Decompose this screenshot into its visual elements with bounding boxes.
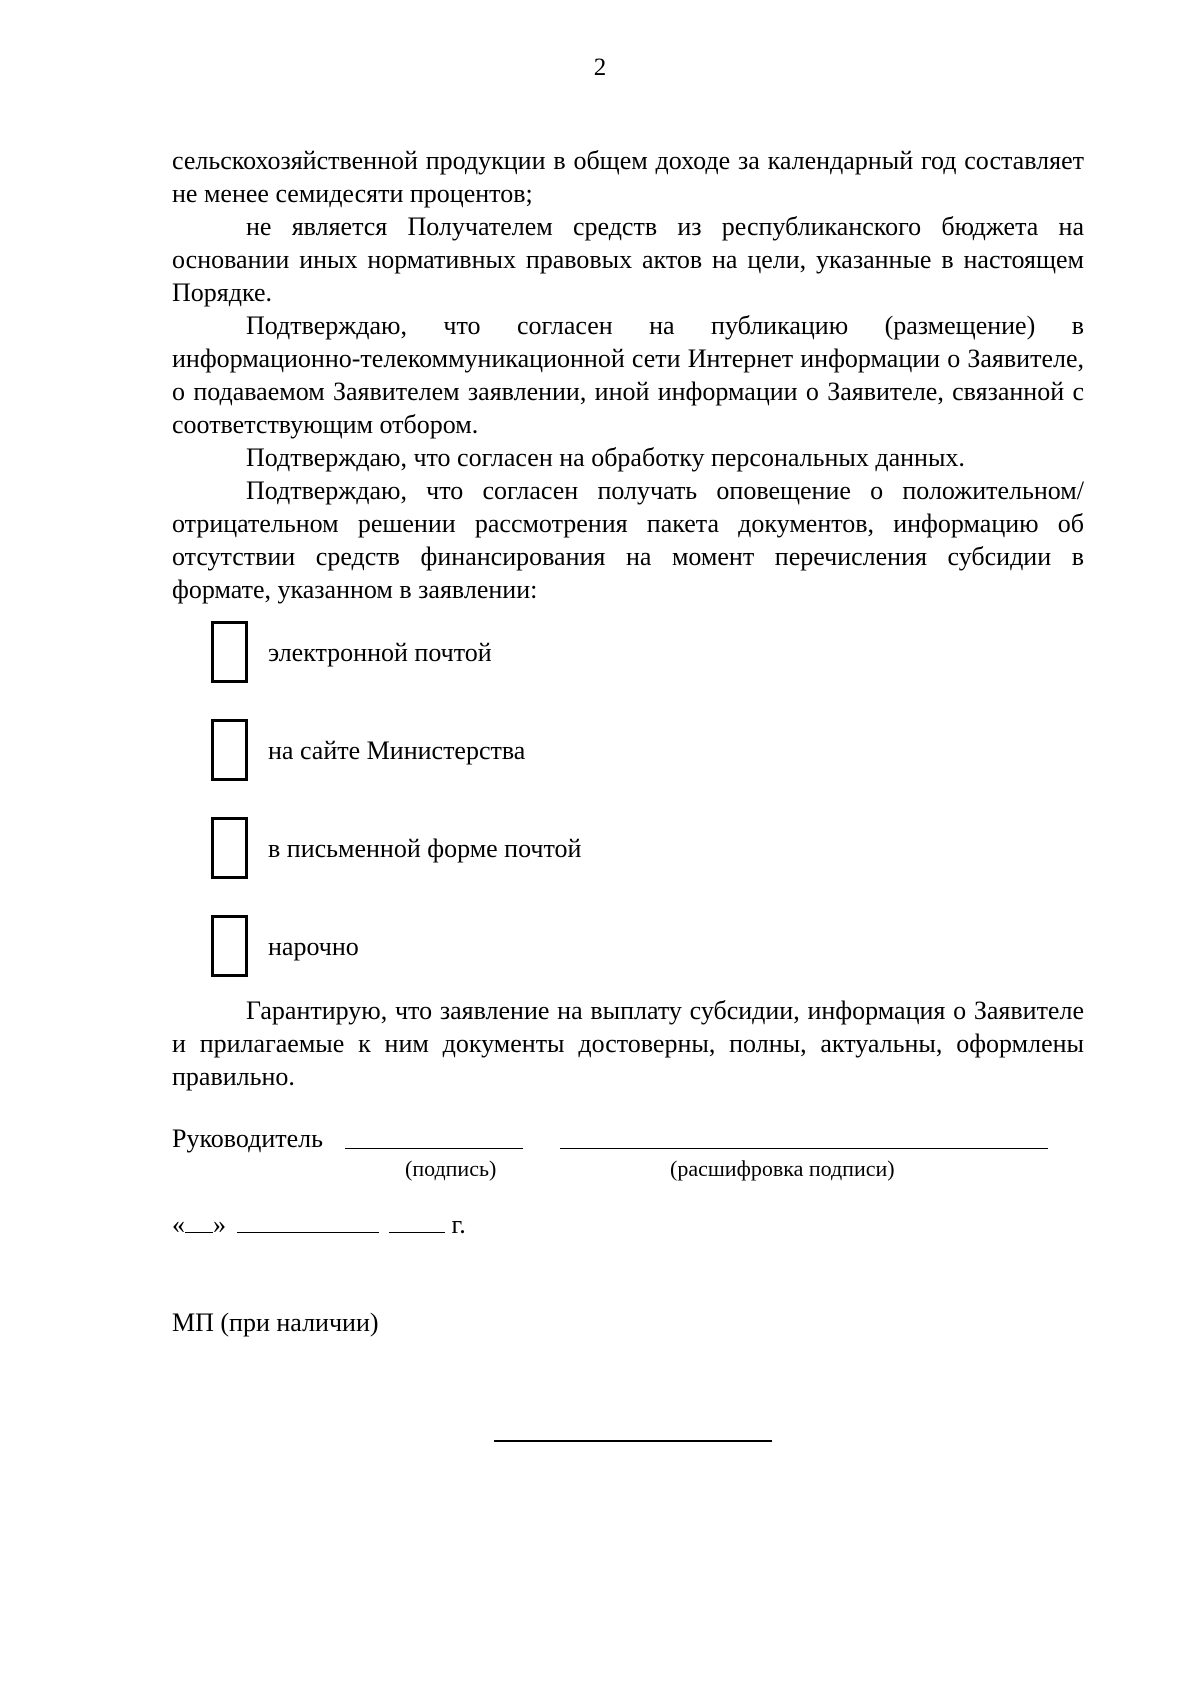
date-month-blank[interactable] (237, 1212, 379, 1233)
date-day-blank[interactable] (185, 1212, 213, 1233)
checkbox-ministry-site[interactable] (211, 719, 248, 781)
page-number: 2 (593, 54, 607, 81)
signature-line[interactable] (345, 1148, 523, 1149)
guarantee-paragraph: Гарантирую, что заявление на выплату субсидии, информация о Заявителе и прилагаемые к ним документы достоверны, полны, актуальны, оформлены правильно. (172, 996, 1084, 1091)
paragraph-publication-consent: Подтверждаю, что согласен на публикацию (размещение) в информационно-телекоммуникационной сети Интернет информации о Заявителе, о подаваемом Заявителем заявлении, иной информации о Заявителе, связанной с соответствующим отбором. (172, 311, 1084, 439)
signature-decoding-line[interactable] (560, 1148, 1048, 1149)
body-text (172, 144, 1084, 606)
option-by-hand-label: нарочно (268, 931, 359, 961)
paragraph-notification-consent: Подтверждаю, что согласен получать оповещение о положительном/отрицательном решении рассмотрения пакета документов, информацию об отсутствии средств финансирования на момент перечисления субсидии в формате, указанном в заявлении: (172, 476, 1084, 604)
checkbox-post[interactable] (211, 817, 248, 879)
option-ministry-site-label: на сайте Министерства (268, 735, 526, 765)
stamp-label: МП (при наличии) (172, 1308, 379, 1337)
signature-caption: (подпись) (405, 1156, 497, 1181)
option-email-label: электронной почтой (268, 637, 492, 667)
date-year-blank[interactable] (389, 1212, 445, 1233)
checkbox-by-hand[interactable] (211, 915, 248, 977)
date-year-suffix: г. (451, 1210, 466, 1239)
option-by-hand[interactable] (211, 914, 359, 978)
checkbox-email[interactable] (211, 621, 248, 683)
paragraph-not-recipient: не является Получателем средств из республиканского бюджета на основании иных нормативных правовых актов на цели, указанные в настоящем Порядке. (172, 212, 1084, 307)
document-end-line (494, 1440, 772, 1442)
option-ministry-site[interactable] (211, 718, 525, 782)
signature-label: Руководитель (172, 1124, 323, 1153)
paragraph-continuation: сельскохозяйственной продукции в общем доходе за календарный год составляет не менее семидесяти процентов; (172, 146, 1084, 208)
paragraph-personal-data-consent: Подтверждаю, что согласен на обработку персональных данных. (246, 443, 965, 472)
date-close-quote: » (213, 1210, 226, 1239)
option-email[interactable] (211, 620, 492, 684)
guarantee-text (172, 994, 1084, 1093)
option-post-label: в письменной форме почтой (268, 833, 582, 863)
date-open-quote: « (172, 1210, 185, 1239)
signature-decoding-caption: (расшифровка подписи) (670, 1156, 895, 1181)
option-post[interactable] (211, 816, 581, 880)
date-row (172, 1208, 466, 1241)
